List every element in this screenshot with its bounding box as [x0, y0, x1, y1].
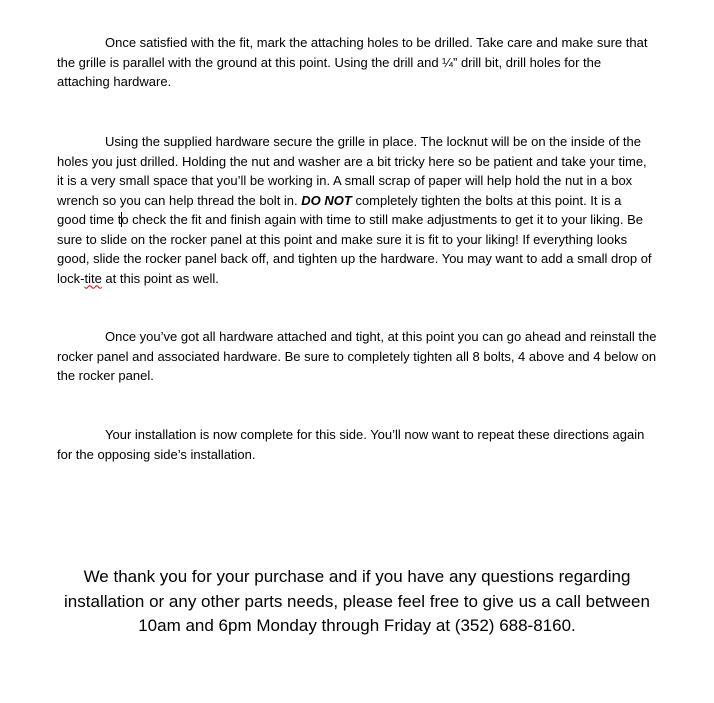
emphasis-warning: DO NOT — [301, 192, 352, 208]
text-line — [57, 191, 685, 211]
text-line: Using the supplied hardware secure the grille in place. The locknut will be on the inside of the — [105, 134, 641, 149]
paragraph-secure-grille — [57, 132, 685, 288]
paragraph-mark-holes — [57, 33, 685, 92]
text-run: lock- — [57, 270, 85, 286]
text-line: attaching hardware. — [57, 74, 172, 89]
spellcheck-flagged-word[interactable]: tite — [84, 270, 102, 286]
text-line: holes you just drilled. Holding the nut and washer are a bit tricky here so be patient and take your time, — [57, 153, 647, 169]
text-run: completely tighten the bolts at this point. It is a — [351, 192, 622, 208]
text-line: Once you’ve got all hardware attached and tight, at this point you can go ahead and reinstall the — [105, 329, 657, 344]
closing-line: installation or any other parts needs, please feel free to give us a call between — [64, 591, 650, 611]
text-line: rocker panel and associated hardware. Be sure to completely tighten all 8 bolts, 4 above and 4 below on — [57, 348, 657, 364]
text-run: wrench so you can help thread the bolt in. — [57, 192, 302, 208]
closing-line: We thank you for your purchase and if you have any questions regarding — [83, 567, 631, 586]
text-line: the rocker panel. — [57, 368, 154, 383]
paragraph-reinstall-rocker — [57, 327, 685, 386]
closing-line: 10am and 6pm Monday through Friday at (352) 688-8160. — [138, 616, 576, 635]
text-run: good time t — [57, 212, 122, 227]
text-line: the grille is parallel with the ground at this point. Using the drill and ¼” drill bit, drill holes for the — [57, 54, 602, 70]
text-line: Your installation is now complete for this side. You’ll now want to repeat these directions again — [105, 427, 645, 442]
text-run: o check the fit and finish again with time to still make adjustments to get it to your liking. Be — [121, 212, 644, 227]
closing-thank-you — [20, 565, 694, 639]
text-line: sure to slide on the rocker panel at this point and make sure it is fit to your liking! If everything looks — [57, 231, 628, 247]
text-line: Once satisfied with the fit, mark the attaching holes to be drilled. Take care and make sure that — [105, 35, 648, 50]
text-line: it is a very small space that you’ll be working in. A small scrap of paper will help hold the nut in a box — [57, 173, 633, 188]
text-run: at this point as well. — [101, 270, 219, 286]
text-line: good, slide the rocker panel back off, and tighten up the hardware. You may want to add a small drop of — [57, 251, 652, 266]
text-line — [57, 210, 685, 230]
text-line: for the opposing side’s installation. — [57, 446, 256, 462]
paragraph-complete — [57, 425, 685, 464]
text-line — [57, 269, 685, 289]
